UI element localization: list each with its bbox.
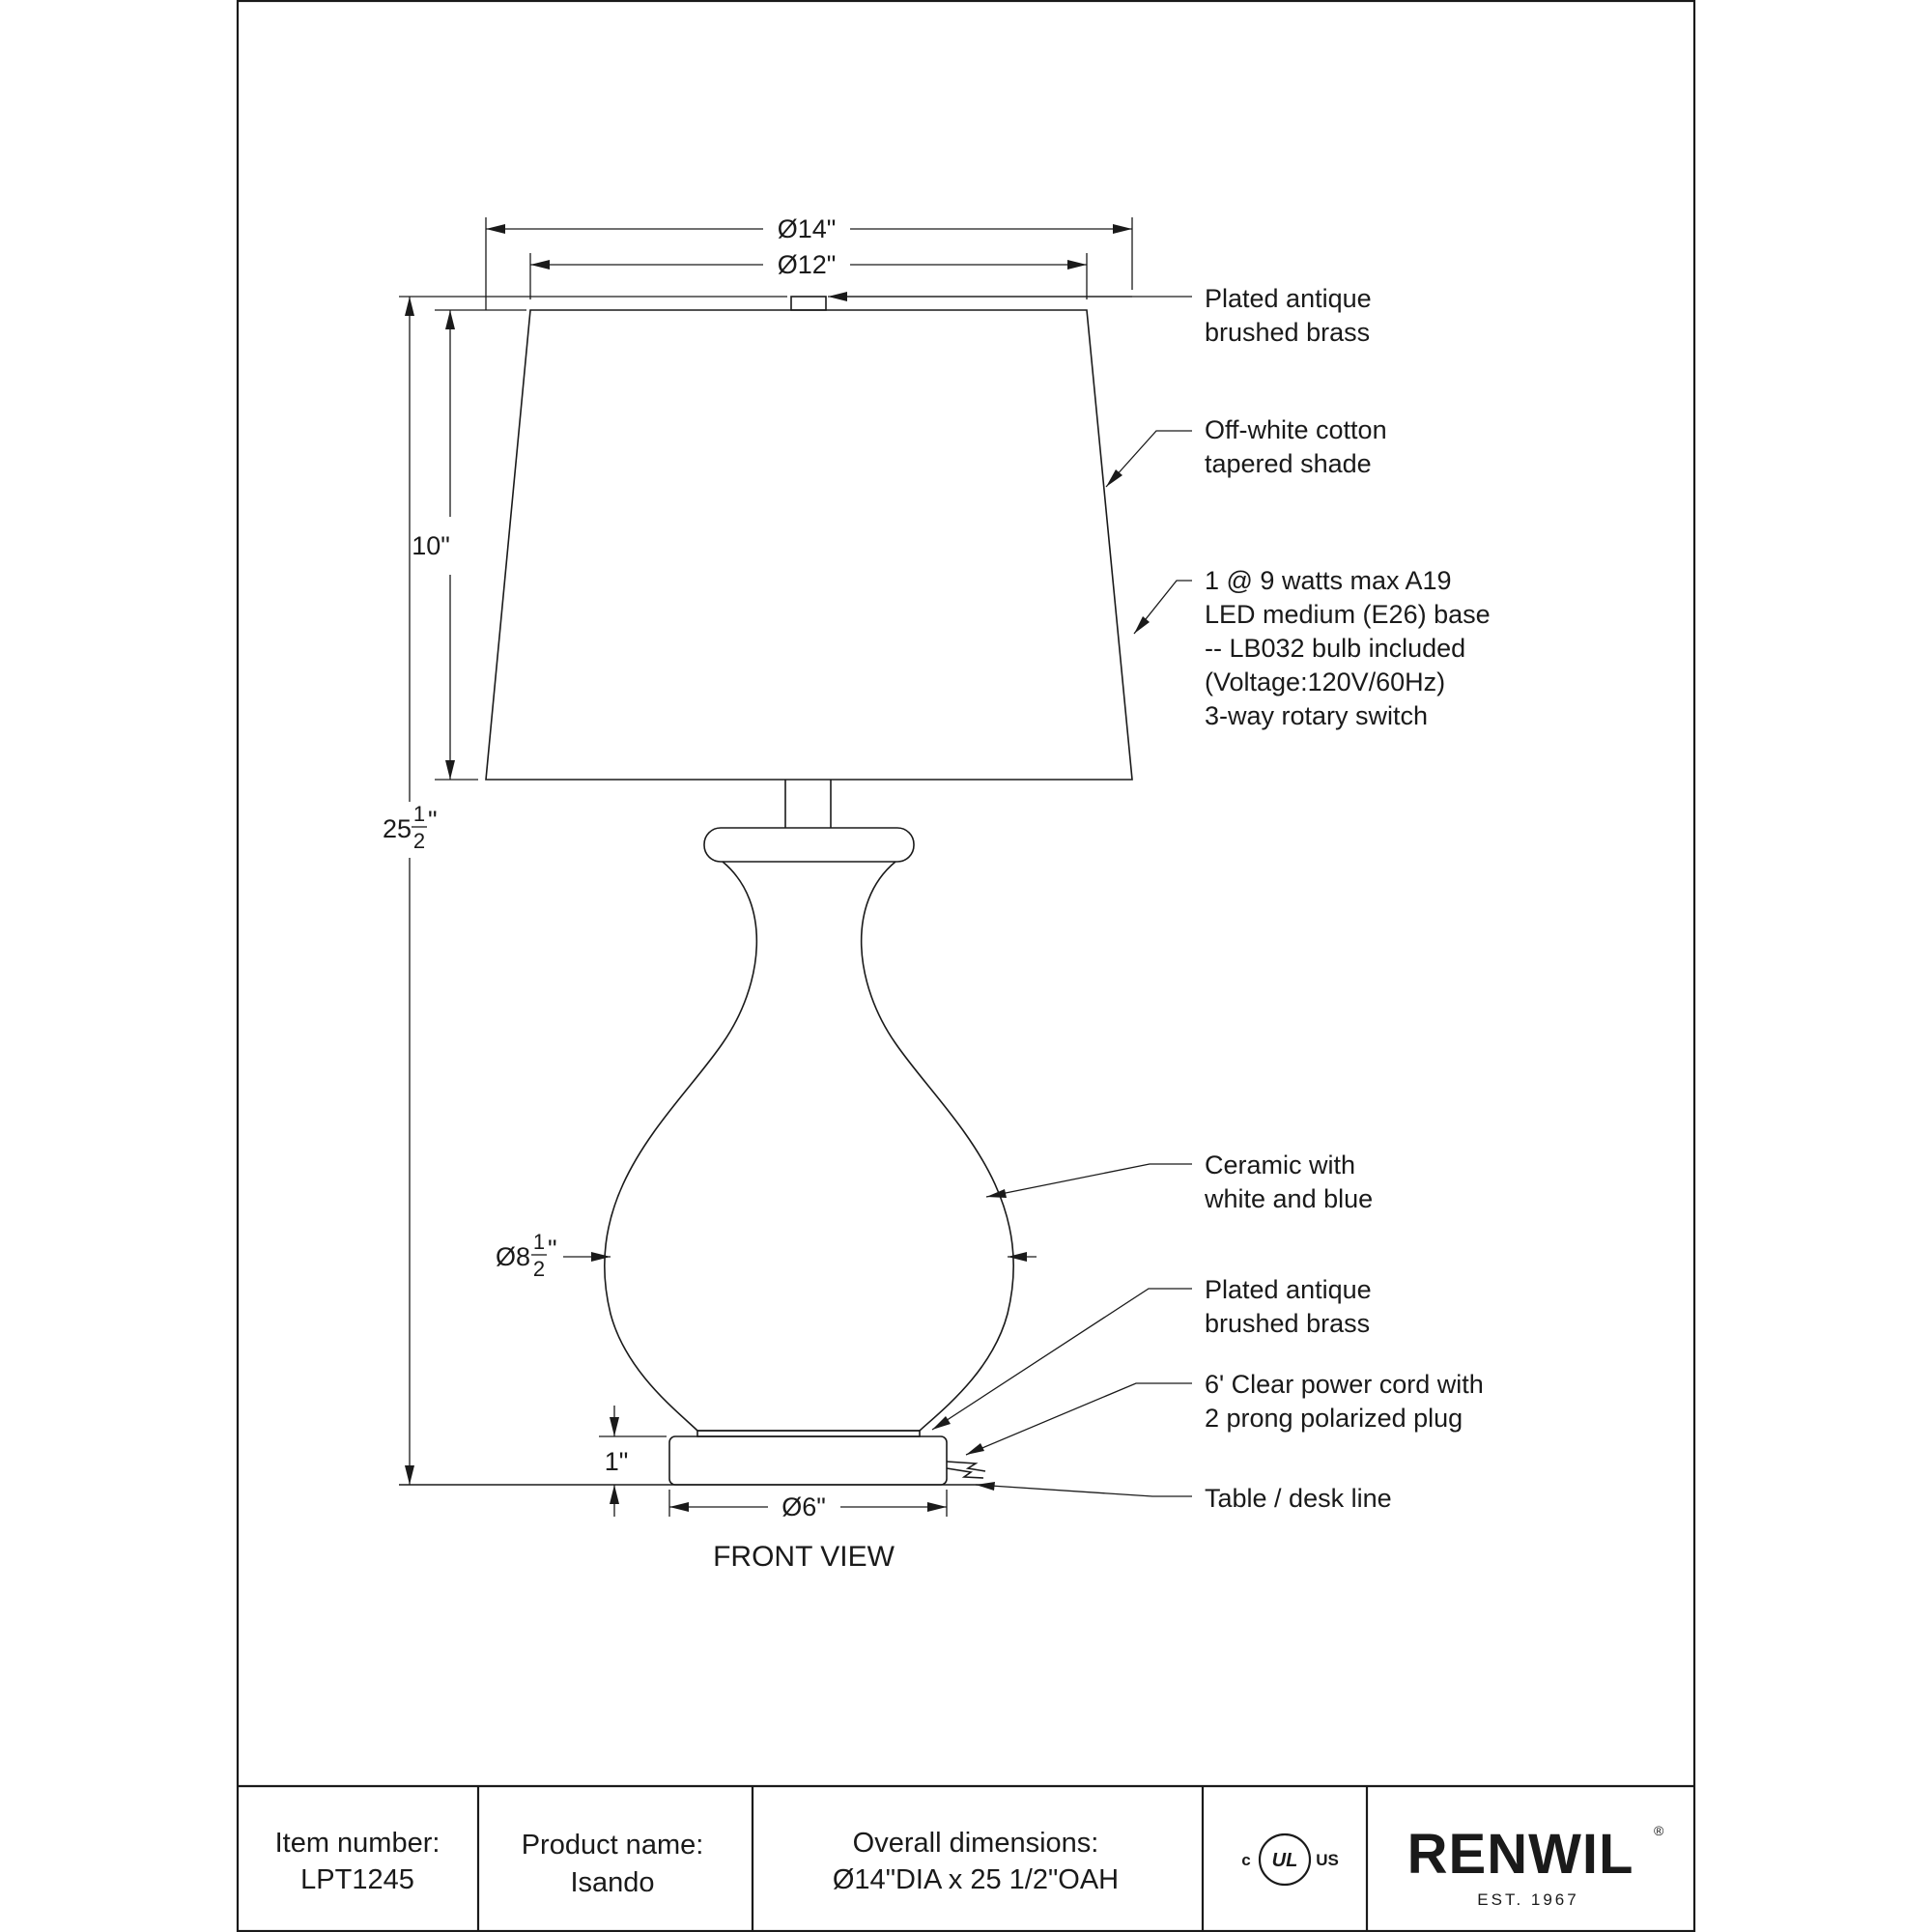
base-plate: [697, 1431, 920, 1436]
ul-us: US: [1316, 1851, 1339, 1869]
leader-lines: [828, 292, 1192, 1496]
title-block: [275, 1786, 1664, 1931]
callout-shade: [1205, 415, 1387, 478]
ul-listed-icon: [1241, 1834, 1339, 1885]
callout-bulb-line1: 1 @ 9 watts max A19: [1205, 566, 1452, 595]
callout-shade-line2: tapered shade: [1205, 449, 1372, 478]
ul-c: c: [1241, 1851, 1251, 1869]
ceramic-body: [605, 862, 1013, 1431]
callout-bulb-line5: 3-way rotary switch: [1205, 701, 1429, 730]
callout-body: [1204, 1151, 1373, 1213]
dim-top-outer-label: Ø14": [777, 214, 837, 243]
dim-body-den: 2: [532, 1257, 546, 1281]
lamp-base: [669, 1436, 947, 1485]
dim-body-prefix: Ø8: [496, 1242, 531, 1271]
product-name-label: Product name:: [521, 1830, 704, 1861]
dim-base-diameter-label: Ø6": [781, 1492, 826, 1521]
sheet-border: [238, 1, 1694, 1931]
dim-body-unit: ": [548, 1235, 557, 1264]
callout-finial-line2: brushed brass: [1205, 318, 1371, 347]
dim-base-height-label: 1": [604, 1447, 629, 1476]
dim-overall-num: 1: [412, 802, 426, 826]
dim-top-inner: [530, 250, 1087, 299]
dim-shade-height-label: 10": [412, 531, 450, 560]
callout-base: [1205, 1275, 1372, 1338]
dim-body-num: 1: [532, 1230, 546, 1254]
ul-mark: UL: [1271, 1850, 1298, 1871]
overall-dimensions-value: Ø14"DIA x 25 1/2"OAH: [832, 1864, 1120, 1895]
callout-bulb: [1205, 566, 1491, 730]
lamp-drawing: [486, 297, 1132, 1485]
callout-body-line1: Ceramic with: [1205, 1151, 1356, 1179]
dim-top-inner-label: Ø12": [777, 250, 837, 279]
callout-base-line2: brushed brass: [1205, 1309, 1371, 1338]
callout-finial: [1205, 284, 1372, 347]
callout-cord-line1: 6' Clear power cord with: [1205, 1370, 1484, 1399]
dim-overall-whole: 25: [383, 814, 412, 843]
item-number-value: LPT1245: [300, 1864, 414, 1895]
dim-base-diameter: [669, 1490, 947, 1521]
brand-established: EST. 1967: [1477, 1890, 1579, 1909]
dim-body-diameter: [496, 1230, 1037, 1281]
callout-body-line2: white and blue: [1205, 1184, 1374, 1213]
overall-dimensions-label: Overall dimensions:: [852, 1828, 1099, 1859]
view-title: FRONT VIEW: [713, 1541, 895, 1573]
brand-registered-mark: ®: [1654, 1823, 1664, 1838]
finial: [791, 297, 826, 310]
callout-cord: [1205, 1370, 1484, 1433]
dim-overall-unit: ": [428, 806, 438, 835]
dim-overall-den: 2: [412, 829, 426, 853]
lamp-shade: [486, 310, 1132, 780]
callout-base-line1: Plated antique: [1205, 1275, 1372, 1304]
product-name-value: Isando: [570, 1867, 655, 1898]
brand-name: RENWIL: [1406, 1823, 1634, 1886]
callout-shade-line1: Off-white cotton: [1205, 415, 1387, 444]
callout-bulb-line3: -- LB032 bulb included: [1205, 634, 1466, 663]
renwil-logo: [1407, 1823, 1664, 1909]
callout-bulb-line2: LED medium (E26) base: [1205, 600, 1491, 629]
callout-finial-line1: Plated antique: [1205, 284, 1372, 313]
callout-table: [1205, 1484, 1392, 1513]
neck-cap: [704, 828, 914, 862]
item-number-label: Item number:: [274, 1828, 440, 1859]
dim-base-height: [599, 1406, 667, 1517]
callout-cord-line2: 2 prong polarized plug: [1205, 1404, 1463, 1433]
dim-overall-height: [383, 297, 1132, 1485]
dim-shade-height: [412, 310, 526, 780]
callout-table-line1: Table / desk line: [1205, 1484, 1392, 1513]
callout-bulb-line4: (Voltage:120V/60Hz): [1205, 668, 1446, 696]
